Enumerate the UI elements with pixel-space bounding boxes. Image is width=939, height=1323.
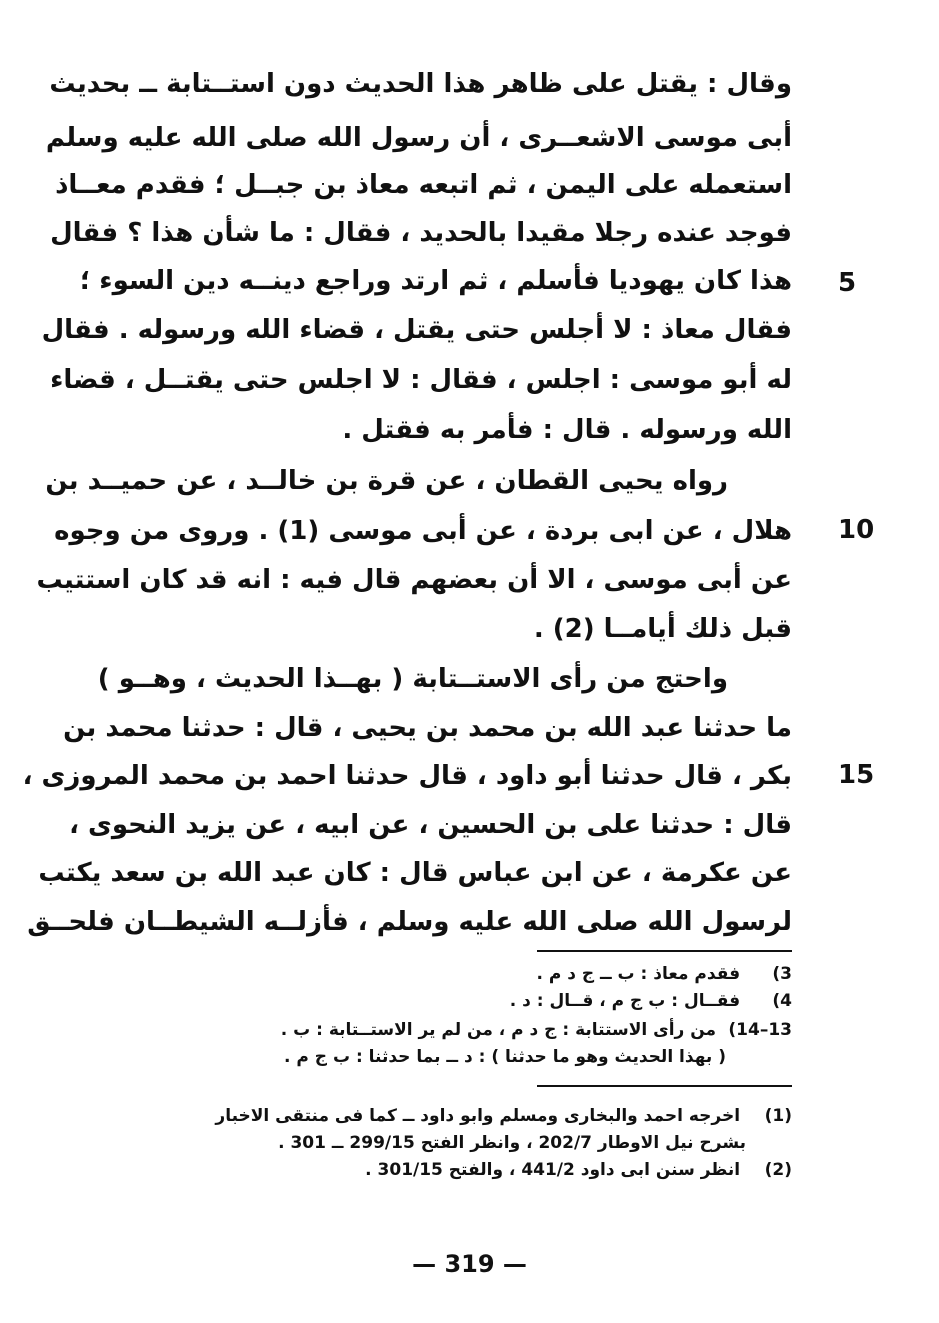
body-line: ما حدثنا عبد الله بن محمد بن يحيى ، قال : حدثنا محمد بن [63,713,792,743]
body-line: فقال معاذ : لا أجلس حتى يقتل ، قضاء الله ورسوله . فقال [41,315,792,345]
note-text: بشرح نيل الاوطار 202/7 ، وانظر الفتح 299/15 ــ 301 . [278,1133,746,1153]
note-number: (1) [764,1106,792,1126]
body-line: قال : حدثنا على بن الحسين ، عن ابيه ، عن يزيد النحوى ، [69,810,792,840]
body-line: له أبو موسى : اجلس ، فقال : لا اجلس حتى يقتــل ، قضاء [50,365,792,395]
footnote-divider [537,950,792,952]
line-number: 10 [838,515,875,545]
body-line: فوجد عنده رجلا مقيدا بالحديد ، فقال : ما شأن هذا ؟ فقال [50,218,792,248]
body-line: رواه يحيى القطان ، عن قرة بن خالــد ، عن حميــد بن [45,466,728,496]
note-number: 4) [772,991,792,1011]
note-number: 3) [772,964,792,984]
note-number: 13–14) [728,1020,792,1040]
variant-note [127,1018,792,1042]
body-line: واحتج من رأى الاستــتابة ( بهــذا الحديث ، وهــو ) [97,664,728,694]
body-line: هذا كان يهوديا فأسلم ، ثم ارتد وراجع دينــه دين السوء ؛ [79,266,792,296]
variant-note [127,989,792,1013]
body-line: استعمله على اليمن ، ثم اتبعه معاذ بن جبــل ؛ فقدم معــاذ [55,170,792,200]
body-line: أبى موسى الاشعــرى ، أن رسول الله صلى الله عليه وسلم [45,123,792,153]
line-number: 5 [838,268,857,298]
source-note [127,1104,792,1128]
body-line: وقال : يقتل على ظاهر هذا الحديث دون استــتابة ــ بحديث [49,69,792,99]
note-text: انظر سنن ابى داود 441/2 ، والفتح 301/15 . [365,1160,741,1180]
body-line: هلال ، عن ابى بردة ، عن أبى موسى (1) . وروى من وجوه [54,516,792,546]
body-line: الله ورسوله . قال : فأمر به فقتل . [342,415,792,445]
note-text: ( بهذا الحديث وهو ما حدثنا ) : د ــ بما حدثنا : ب ج م . [284,1047,726,1067]
body-line: بكر ، قال حدثنا أبو داود ، قال حدثنا احمد بن محمد المروزى ، [22,761,792,791]
body-line: قبل ذلك أيامــا (2) . [533,614,792,644]
note-text: اخرجه احمد والبخارى ومسلم وابو داود ــ كما فى منتقى الاخبار [215,1106,741,1126]
body-line: عن عكرمة ، عن ابن عباس قال : كان عبد الله بن سعد يكتب [38,858,792,888]
footnote-divider [537,1085,792,1087]
body-line: لرسول الله صلى الله عليه وسلم ، فأزلــه الشيطــان فلحــق [27,907,792,937]
body-line: عن أبى موسى ، الا أن بعضهم قال فيه : انه قد كان استتيب [36,565,792,595]
variant-note [127,962,792,986]
note-number: (2) [764,1160,792,1180]
note-text: فقــال : ب ج م ، قــال : د . [509,991,741,1011]
note-text: فقدم معاذ : ب ــ ج د م . [536,964,741,984]
line-number: 15 [838,760,875,790]
source-note-continuation [127,1131,746,1155]
variant-note-continuation [127,1045,726,1069]
source-note [127,1158,792,1182]
page-number: — 319 — [412,1250,527,1278]
note-text: من رأى الاستتابة : ج د م ، من لم ير الاستــتابة : ب . [280,1020,717,1040]
